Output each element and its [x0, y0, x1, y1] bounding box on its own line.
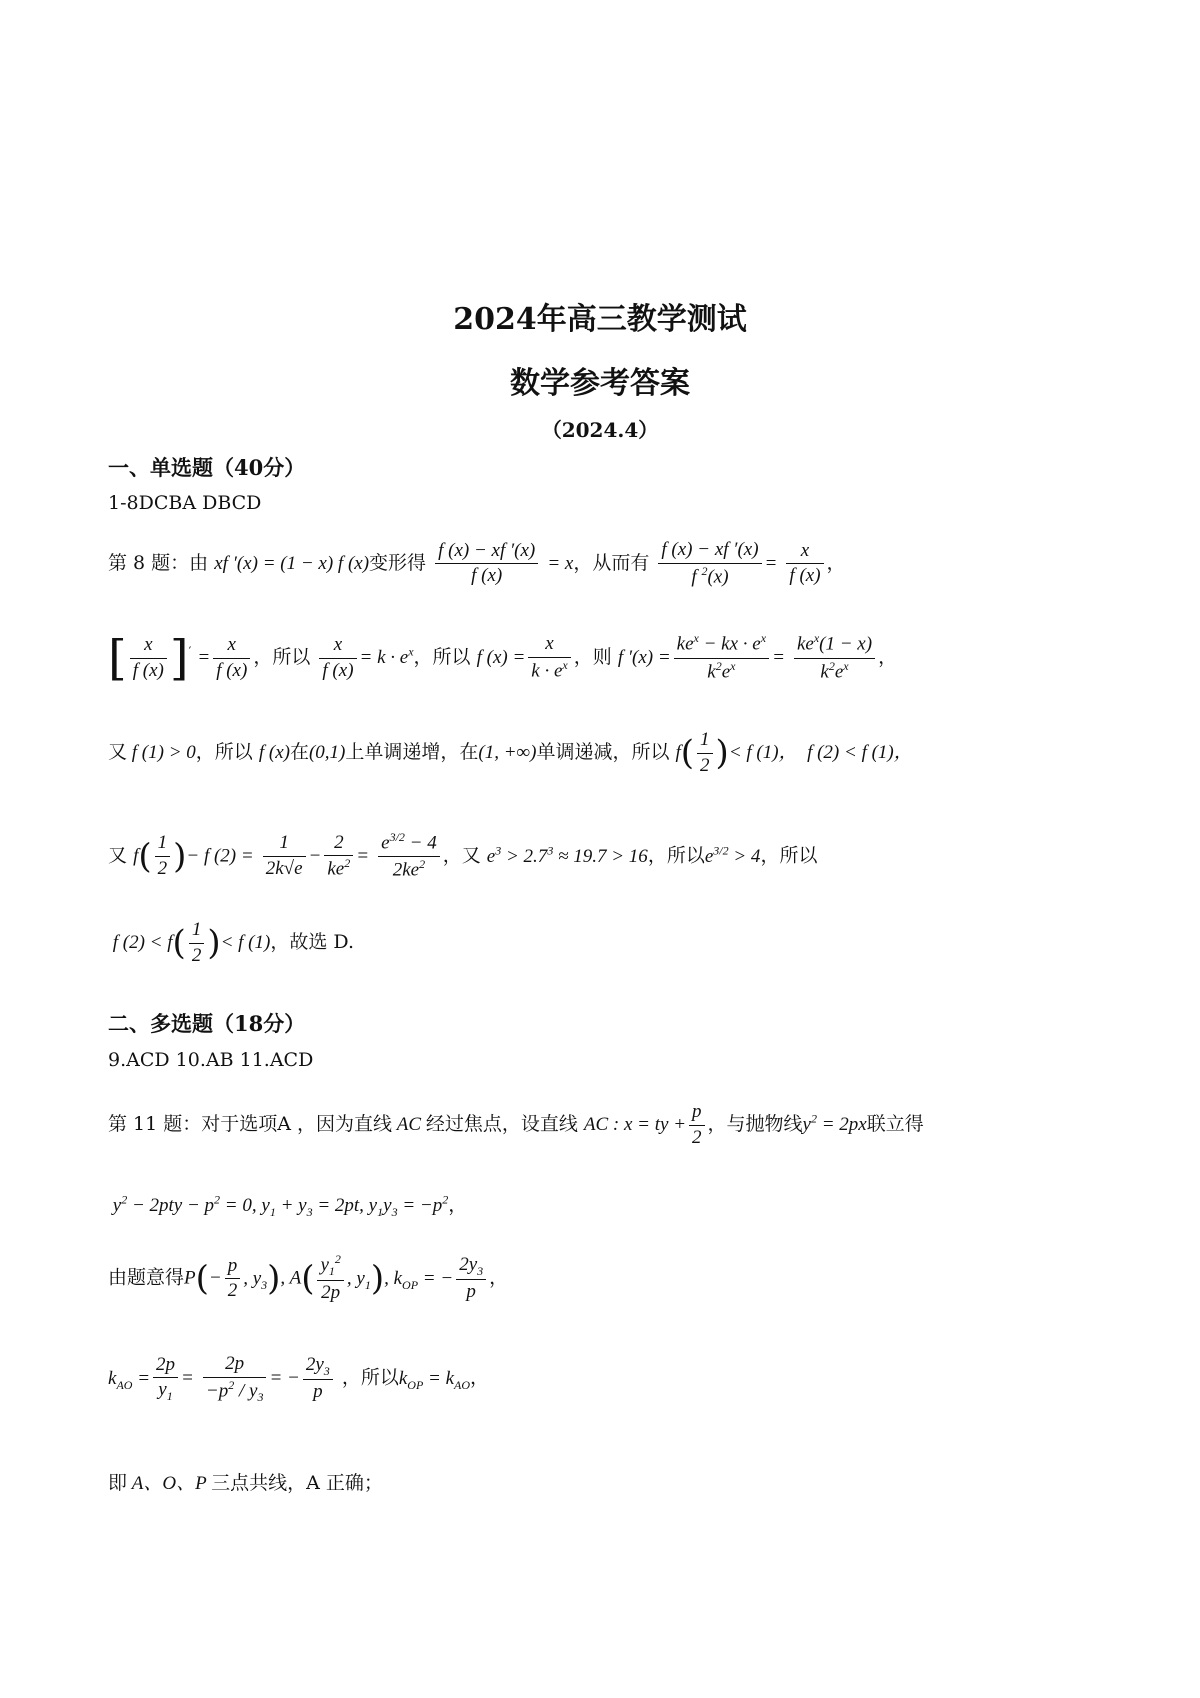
- formula: =: [356, 845, 370, 867]
- fraction: $\frac{2y_3}{p}$: [456, 1253, 486, 1305]
- text: ，所以: [760, 844, 818, 867]
- fraction: $\frac{ke^x - kx \cdot e^x}{k^2e^x}$: [674, 631, 769, 684]
- formula: < f (1)， f (2) < f (1)，: [728, 742, 913, 764]
- fraction: $\frac{x}{k \cdot e^x}$: [528, 632, 570, 684]
- document-title: 2024年高三教学测试: [453, 302, 747, 337]
- formula: f: [133, 845, 139, 867]
- q11-label: 第 11 题：: [108, 1113, 202, 1136]
- text: 又: [108, 741, 128, 764]
- text: ，所以: [647, 844, 705, 867]
- text: ，又: [442, 844, 481, 867]
- text: 上单调递增，在: [345, 741, 479, 764]
- fraction: $\frac{y_1^2}{2p}$: [317, 1252, 343, 1305]
- formula: (1, +∞): [478, 742, 537, 764]
- fraction: $\frac{2p}{y_1}$: [153, 1353, 178, 1405]
- text: 即: [108, 1472, 128, 1494]
- formula: AC: [392, 1114, 426, 1136]
- formula: , $y_3$: [243, 1267, 268, 1292]
- q11-line-4: $k_{AO}$ = $\frac{2p}{y_1}$ = $\frac{2p}{-p^2 / y_3}$ = − $\frac{2y_3}{p}$ ，所以$k_{OP} = k_{AO}$，: [108, 1353, 490, 1404]
- formula: f (x) =: [476, 647, 526, 668]
- text: 三点共线，A 正确；: [211, 1472, 383, 1494]
- fraction: $\frac{1}{2k√e}$: [263, 831, 306, 881]
- fraction: $\frac{x}{f (x)}$: [319, 633, 356, 683]
- q8-label: 第 8 题：: [108, 551, 190, 574]
- text: ，从而有: [573, 551, 650, 574]
- fraction: $\frac{x}{f (x)}$: [130, 633, 167, 683]
- formula: f: [675, 742, 681, 764]
- fraction: $\frac{2p}{-p^2 / y_3}$: [203, 1352, 267, 1405]
- formula: $k_{OP} = k_{AO}$: [398, 1367, 471, 1392]
- formula: , $k_{OP}$ = −: [384, 1267, 454, 1292]
- formula: f (x): [258, 742, 290, 764]
- fraction: $\frac{x}{f (x)}$: [786, 539, 823, 589]
- q11-line-5: [108, 1468, 383, 1495]
- fraction: $\frac{1}{2}$: [697, 728, 713, 778]
- q8-line-2: [ $\frac{x}{f (x)}$ ]′ = $\frac{x}{f (x)}$ ，所以 $\frac{x}{f (x)}$ = $k \cdot e^x$，所以 f (x) = $\frac{x}{k \cdot e^x}$ ，则 f ′(x) = $\frac{ke^x - kx \cdot e^x}{k^2e^x}$ = $\frac{ke^x(1 - x)}{k^2e^x}$ ，: [108, 630, 898, 686]
- fraction: $\frac{x}{f (x)}$: [213, 633, 250, 683]
- q11-line-2: $y^2 - 2pty - p^2 = 0$, $y_1 + y_3 = 2pt$, $y_1y_3 = -p^2$，: [108, 1192, 468, 1219]
- formula: = $k \cdot e^x$: [359, 644, 414, 668]
- text: ，所以: [413, 646, 471, 668]
- formula: (0,1): [308, 742, 346, 764]
- text: 所以: [272, 646, 311, 668]
- fraction: $\frac{2}{ke^2}$: [324, 831, 353, 883]
- formula: $e^{3/2} > 4$: [704, 843, 761, 867]
- formula: =: [181, 1367, 194, 1389]
- text: 变形得: [369, 551, 427, 574]
- fraction: $\frac{p}{2}$: [225, 1254, 241, 1304]
- formula: f (1) > 0: [127, 742, 196, 764]
- text: ，所以: [341, 1366, 399, 1389]
- formula: A、O、P: [127, 1473, 212, 1494]
- formula: −: [308, 845, 322, 867]
- section-heading-multi-choice: 二、多选题（18分）: [108, 1011, 306, 1036]
- formula: =: [197, 647, 211, 668]
- formula: f ′(x) =: [617, 647, 671, 668]
- text: ，所以: [195, 741, 253, 764]
- fraction: $\frac{f (x) - xf '(x)}{f ^2(x)}$: [658, 538, 761, 590]
- q11-line-3: 由题意得P(− $\frac{p}{2}$ , $y_3$), A( $\frac{y_1^2}{2p}$ , $y_1$), $k_{OP}$ = − $\frac{2y_3}{p}$ ，: [108, 1252, 508, 1305]
- fraction: $\frac{e^{3/2} - 4}{2ke^2}$: [378, 830, 440, 883]
- q8-line-3: 又 f (1) > 0，所以 f (x)在(0,1)上单调递增，在(1, +∞)单调递减，所以 f( $\frac{1}{2}$ )< f (1)， f (2) < f (1)，: [108, 728, 913, 778]
- fraction: $\frac{1}{2}$: [155, 831, 171, 881]
- formula: $y^2 = 2px$: [802, 1111, 867, 1136]
- fraction: $\frac{p}{2}$: [689, 1100, 705, 1150]
- formula: $k_{AO}$ =: [108, 1367, 151, 1392]
- formula: $y^2 - 2pty - p^2 = 0$, $y_1 + y_3 = 2pt$, $y_1y_3 = -p^2$: [108, 1192, 449, 1219]
- formula: AC : x = ty +: [583, 1114, 687, 1136]
- formula: [: [108, 630, 127, 686]
- formula: =: [772, 647, 785, 668]
- text: ，故选 D.: [270, 931, 354, 954]
- formula: P: [184, 1267, 196, 1289]
- formula: ]: [169, 630, 189, 686]
- fraction: $\frac{1}{2}$: [189, 918, 205, 968]
- formula: , A: [280, 1267, 302, 1289]
- text: 联立得: [866, 1113, 924, 1136]
- text: 在: [289, 741, 309, 764]
- fraction: $\frac{2y_3}{p}$: [303, 1353, 333, 1405]
- text: 经过焦点，设直线: [425, 1113, 578, 1136]
- formula: xf ′(x) = (1 − x) f (x): [214, 552, 370, 574]
- section-heading-single-choice: 一、单选题（40分）: [108, 455, 306, 480]
- formula: $e^3 > 2.7^3 \approx 19.7 > 16$: [486, 843, 648, 867]
- formula: < f (1): [220, 932, 271, 954]
- text: 由: [189, 551, 209, 574]
- single-choice-answers: 1-8DCBA DBCD: [108, 492, 262, 514]
- formula: − f (2) =: [186, 845, 254, 867]
- text: 单调递减，所以: [536, 741, 670, 764]
- formula: =: [764, 552, 778, 574]
- formula: = x: [547, 552, 574, 574]
- fraction: $\frac{ke^x(1 - x)}{k^2e^x}$: [794, 631, 875, 684]
- text: 由题意得: [108, 1266, 185, 1289]
- formula: f (2) < f: [108, 932, 173, 954]
- q8-line-4: 又 f( $\frac{1}{2}$ )− f (2) = $\frac{1}{2k√e}$ − $\frac{2}{ke^2}$ = $\frac{e^{3/2} - 4}{2ke^2}$ ，又 $e^3 > 2.7^3 \approx 19.7 > 16$，所以$e^{3/2} > 4$，所以: [108, 830, 817, 883]
- q8-line-5: f (2) < f( $\frac{1}{2}$ )< f (1)，故选 D.: [108, 918, 354, 968]
- multi-choice-answers: 9.ACD 10.AB 11.ACD: [108, 1049, 314, 1071]
- document-date: （2024.4）: [541, 418, 659, 442]
- formula: −: [208, 1267, 222, 1289]
- formula: = −: [269, 1367, 300, 1389]
- fraction: $\frac{f (x) - xf '(x)}{f (x)}$: [435, 539, 538, 589]
- text: 又: [108, 844, 128, 867]
- text: ，则: [573, 646, 612, 668]
- text: ，与抛物线: [707, 1113, 803, 1136]
- document-subtitle: 数学参考答案: [510, 366, 690, 401]
- q8-line-1: 第 8 题：由 xf ′(x) = (1 − x) f (x)变形得 $\frac{f (x) - xf '(x)}{f (x)}$ = x，从而有 $\frac{f (x) - xf '(x)}{f ^2(x)}$ = $\frac{x}{f (x)}$ ，: [108, 538, 846, 590]
- text: 对于选项A ，因为直线: [201, 1113, 393, 1136]
- formula: , $y_1$: [346, 1267, 371, 1292]
- q11-line-1: [108, 1100, 924, 1150]
